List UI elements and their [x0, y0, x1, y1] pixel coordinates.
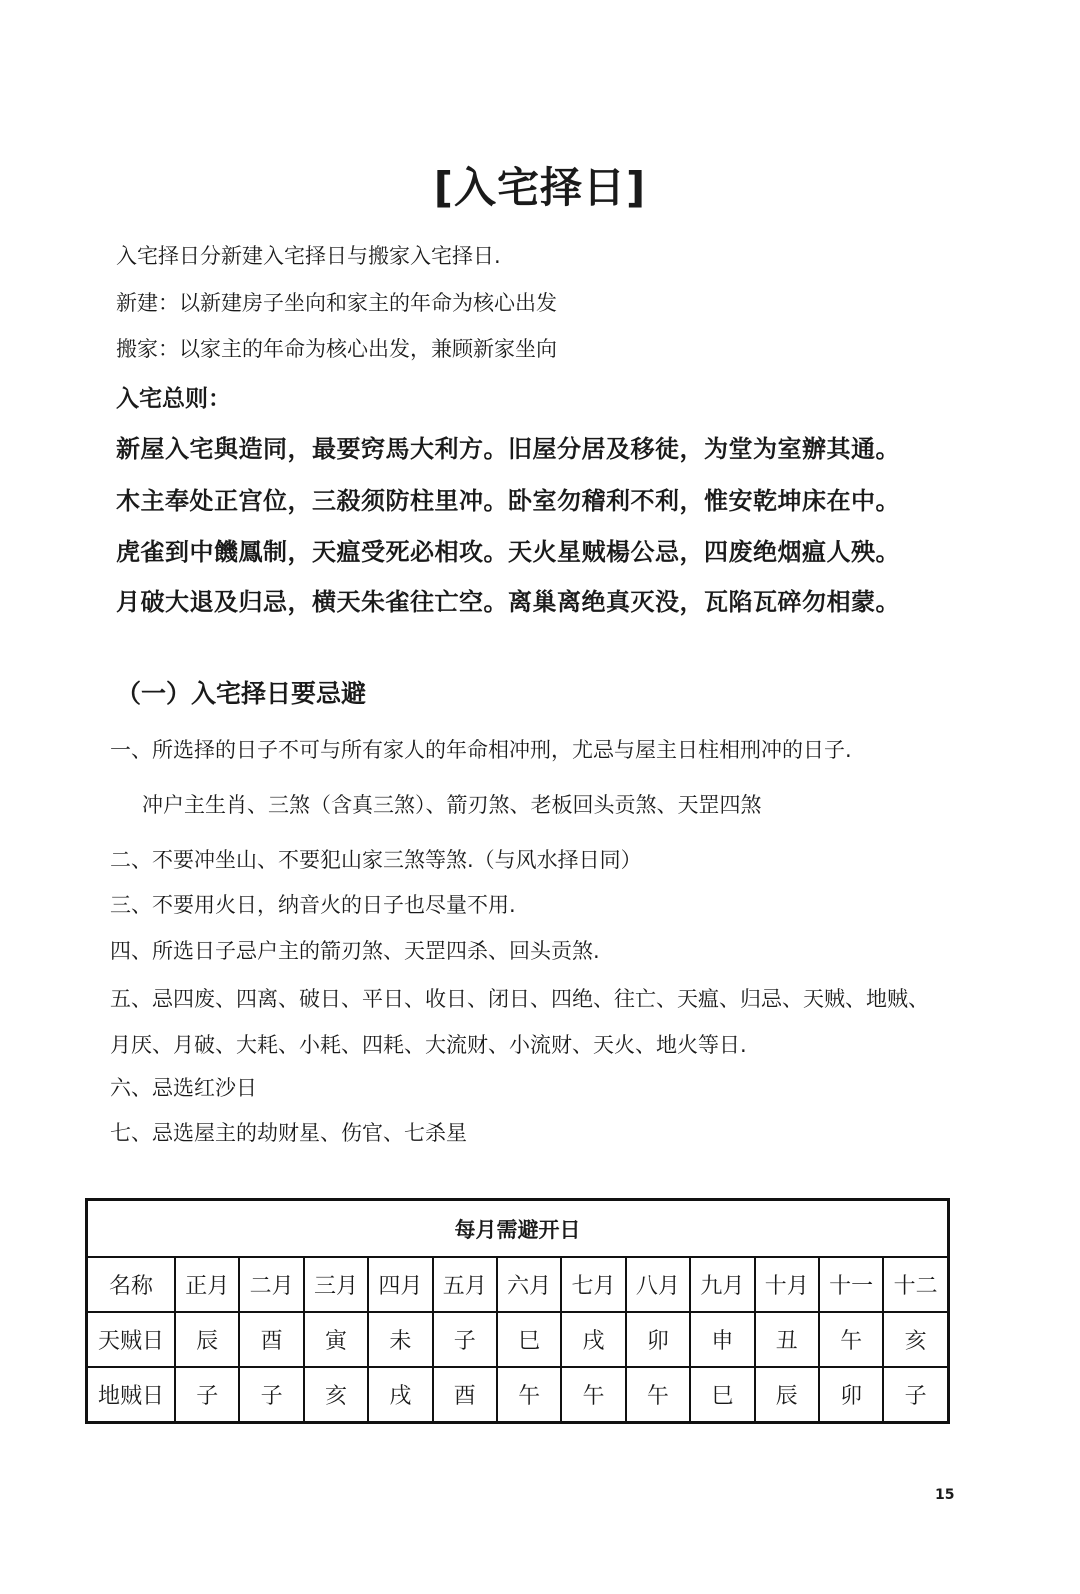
header-cell: 三月 — [304, 1257, 368, 1312]
rule-line-1: 新屋入宅與造同，最要窍馬大利方。旧屋分居及移徒，为堂为室辦其通。 — [116, 435, 900, 463]
table-cell: 子 — [239, 1367, 303, 1423]
table-cell: 寅 — [304, 1312, 368, 1367]
table-cell: 丑 — [755, 1312, 819, 1367]
table-cell: 卯 — [819, 1367, 883, 1423]
header-cell: 五月 — [433, 1257, 497, 1312]
table-header-row — [87, 1257, 949, 1312]
avoid-item-7: 七、忌选屋主的劫财星、伤官、七杀星 — [110, 1121, 467, 1145]
table-cell: 戌 — [368, 1367, 432, 1423]
table-cell: 戌 — [561, 1312, 625, 1367]
avoid-item-3: 三、不要用火日，纳音火的日子也尽量不用. — [110, 893, 516, 917]
table-cell: 酉 — [239, 1312, 303, 1367]
table-cell: 午 — [497, 1367, 561, 1423]
header-cell: 七月 — [561, 1257, 625, 1312]
header-cell: 九月 — [690, 1257, 754, 1312]
table-cell: 子 — [433, 1312, 497, 1367]
table-cell: 亥 — [883, 1312, 948, 1367]
avoid-item-5-cont: 月厌、月破、大耗、小耗、四耗、大流财、小流财、天火、地火等日. — [110, 1033, 747, 1057]
table-cell: 午 — [819, 1312, 883, 1367]
table-cell: 巳 — [690, 1367, 754, 1423]
rule-line-4: 月破大退及归忌，横天朱雀往亡空。离巢离绝真灭没，瓦陷瓦碎勿相蒙。 — [116, 588, 900, 616]
table-cell: 亥 — [304, 1367, 368, 1423]
table-cell: 地贼日 — [87, 1367, 176, 1423]
header-cell: 六月 — [497, 1257, 561, 1312]
rule-line-3: 虎雀到中饑鳳制，天瘟受死必相攻。天火星贼楊公忌，四废绝烟瘟人殃。 — [116, 538, 900, 566]
header-cell: 四月 — [368, 1257, 432, 1312]
monthly-avoid-table — [85, 1198, 950, 1424]
table-cell: 卯 — [626, 1312, 690, 1367]
page-number: 15 — [935, 1487, 955, 1503]
table-cell: 巳 — [497, 1312, 561, 1367]
avoid-item-1: 一、所选择的日子不可与所有家人的年命相冲刑，尤忌与屋主日柱相刑冲的日子. — [110, 738, 852, 762]
table-cell: 子 — [175, 1367, 239, 1423]
avoid-item-6: 六、忌选红沙日 — [110, 1076, 257, 1100]
page-title: [入宅择日] — [433, 163, 647, 212]
avoid-item-4: 四、所选日子忌户主的箭刃煞、天罡四杀、回头贡煞. — [110, 939, 600, 963]
table-cell: 午 — [561, 1367, 625, 1423]
table-cell: 申 — [690, 1312, 754, 1367]
header-cell: 十二 — [883, 1257, 948, 1312]
header-cell: 名称 — [87, 1257, 176, 1312]
avoid-item-1-detail: 冲户主生肖、三煞（含真三煞）、箭刃煞、老板回头贡煞、天罡四煞 — [142, 793, 762, 817]
header-cell: 十一 — [819, 1257, 883, 1312]
header-cell: 二月 — [239, 1257, 303, 1312]
table-row — [87, 1312, 949, 1367]
intro-line-1: 入宅择日分新建入宅择日与搬家入宅择日. — [116, 244, 501, 268]
table-cell: 辰 — [755, 1367, 819, 1423]
table-cell: 天贼日 — [87, 1312, 176, 1367]
table-cell: 未 — [368, 1312, 432, 1367]
intro-line-3: 搬家：以家主的年命为核心出发，兼顾新家坐向 — [116, 337, 557, 361]
header-cell: 十月 — [755, 1257, 819, 1312]
avoid-item-2: 二、不要冲坐山、不要犯山家三煞等煞.（与风水择日同） — [110, 848, 642, 872]
header-cell: 八月 — [626, 1257, 690, 1312]
table-caption: 每月需避开日 — [87, 1200, 949, 1258]
header-cell: 正月 — [175, 1257, 239, 1312]
table-cell: 午 — [626, 1367, 690, 1423]
rules-heading: 入宅总则： — [116, 386, 231, 412]
section-heading: （一）入宅择日要忌避 — [116, 679, 367, 708]
intro-line-2: 新建：以新建房子坐向和家主的年命为核心出发 — [116, 291, 557, 315]
rule-line-2: 木主奉处正宫位，三殺须防柱里冲。卧室勿稽利不利，惟安乾坤床在中。 — [116, 487, 900, 515]
table-row — [87, 1367, 949, 1423]
table-cell: 酉 — [433, 1367, 497, 1423]
table-cell: 辰 — [175, 1312, 239, 1367]
table-cell: 子 — [883, 1367, 948, 1423]
avoid-item-5: 五、忌四废、四离、破日、平日、收日、闭日、四绝、往亡、天瘟、归忌、天贼、地贼、 — [110, 987, 929, 1011]
